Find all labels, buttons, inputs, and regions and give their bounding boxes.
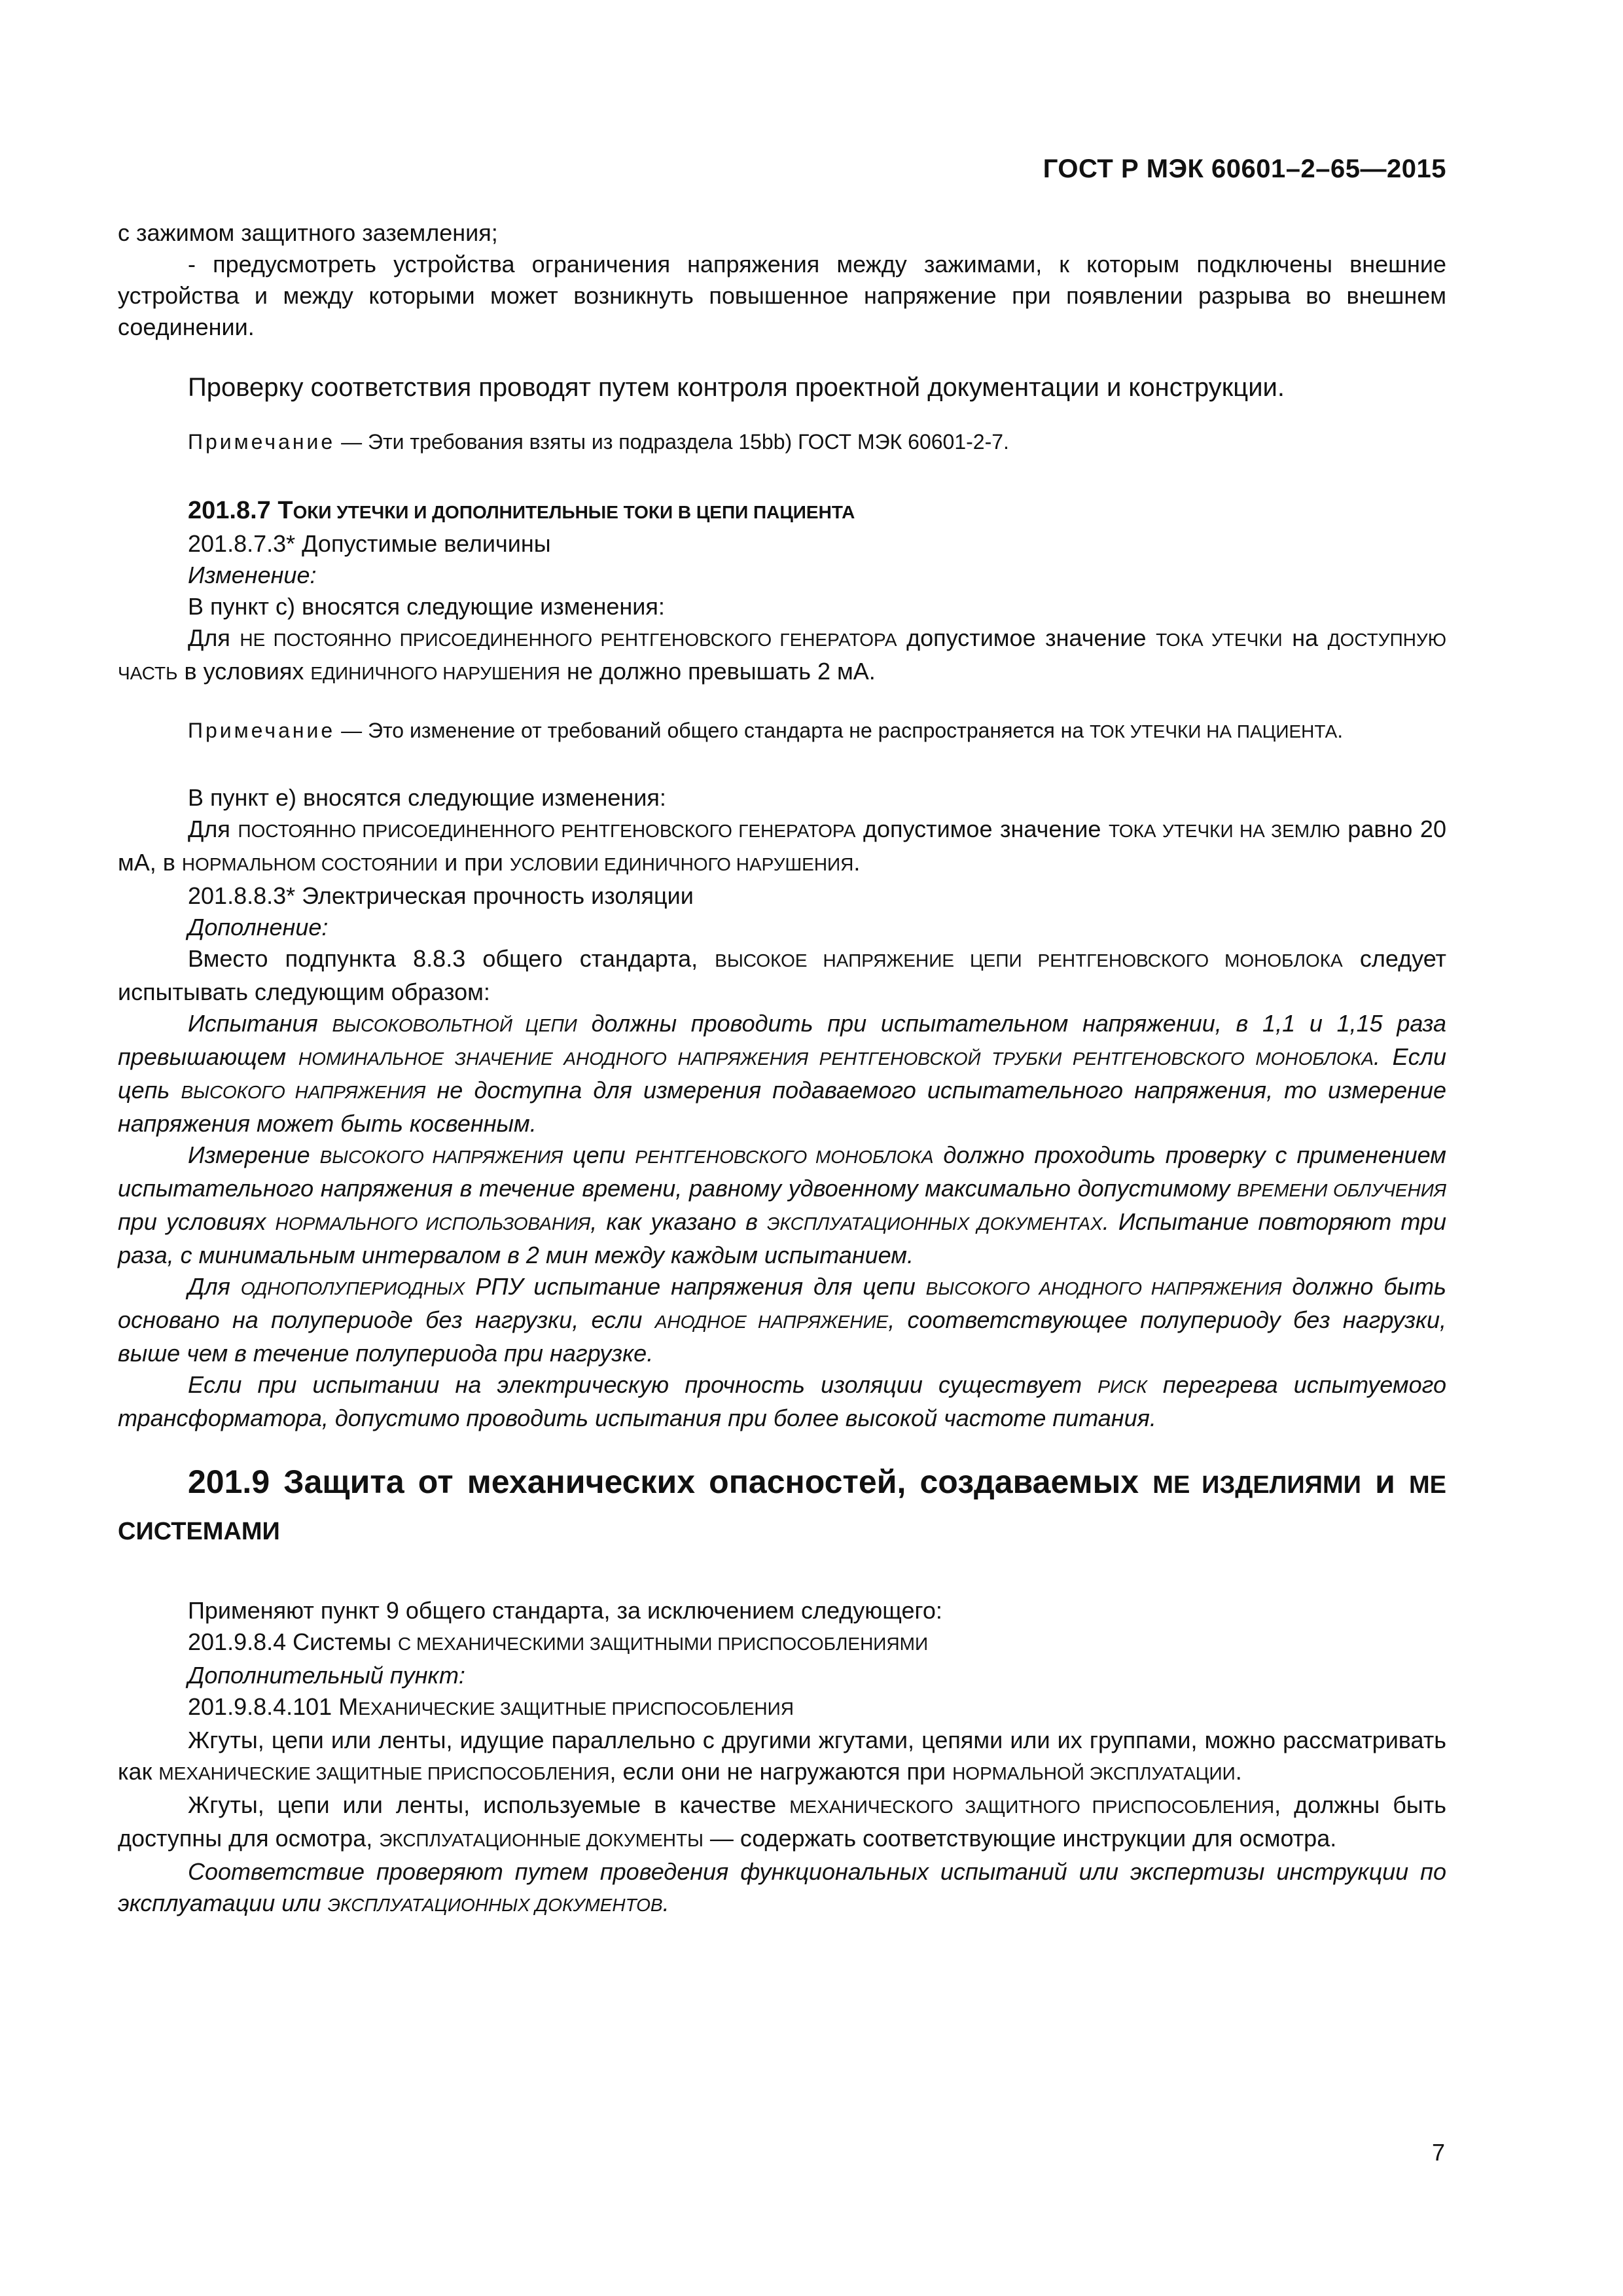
page-content [118, 217, 1446, 1921]
term: ВЫСОКОГО НАПРЯЖЕНИЯ [181, 1082, 426, 1102]
term: ВЫСОКОЕ НАПРЯЖЕНИЕ ЦЕПИ РЕНТГЕНОВСКОГО МОНОБЛОКА [715, 950, 1343, 971]
subsection-heading-201-8-8-3: 201.8.8.3* Электрическая прочность изоляции [188, 882, 694, 909]
term: АНОДНОЕ НАПРЯЖЕНИЕ [654, 1312, 889, 1332]
term: ТОКА УТЕЧКИ [1156, 630, 1283, 650]
item-c-intro: В пункт с) вносятся следующие изменения: [188, 593, 665, 620]
note-text: — Эти требования взяты из подраздела 15bb) ГОСТ МЭК 60601-2-7. [335, 430, 1009, 454]
term: ТОКА УТЕЧКИ НА ЗЕМЛЮ [1109, 821, 1340, 841]
standard-header: ГОСТ Р МЭК 60601–2–65—2015 [1043, 154, 1446, 183]
additional-item-label: Дополнительный пункт: [188, 1662, 465, 1689]
harness-paragraph-1: Жгуты, цепи или ленты, идущие параллельно с другими жгутами, цепями или их группами, можно рассматривать как МЕХАНИЧЕСКИЕ ЗАЩИТНЫЕ ПРИСПОСОБЛЕНИЯ, если они не нагружаются при НОРМАЛЬНОЙ ЭКСПЛУАТАЦИИ. [118, 1727, 1446, 1785]
term: МЕ СИСТЕМАМИ [118, 1471, 1446, 1545]
note-label: Примечание [188, 719, 336, 742]
apply-paragraph: Применяют пункт 9 общего стандарта, за исключением следующего: [188, 1597, 942, 1624]
term: НЕ ПОСТОЯННО ПРИСОЕДИНЕННОГО РЕНТГЕНОВСКОГО ГЕНЕРАТОРА [240, 630, 897, 650]
harness-paragraph-2: Жгуты, цепи или ленты, используемые в качестве МЕХАНИЧЕСКОГО ЗАЩИТНОГО ПРИСПОСОБЛЕНИЯ, должны быть доступны для осмотра, ЭКСПЛУАТАЦИОННЫЕ ДОКУМЕНТЫ — содержать соответствующие инструкции для осмотра. [118, 1791, 1447, 1852]
term: МЕХАНИЧЕСКОГО ЗАЩИТНОГО ПРИСПОСОБЛЕНИЯ [789, 1797, 1275, 1817]
term: ОДНОПОЛУПЕРИОДНЫХ [240, 1278, 465, 1299]
addition-label: Дополнение: [188, 914, 329, 941]
section-heading-201-9: 201.9 Защита от механических опасностей, создаваемых МЕ ИЗДЕЛИЯМИ и МЕ СИСТЕМАМИ [118, 1463, 1446, 1545]
term: НОРМАЛЬНОГО ИСПОЛЬЗОВАНИЯ [275, 1213, 591, 1234]
test-paragraph-2: Измерение ВЫСОКОГО НАПРЯЖЕНИЯ цепи РЕНТГЕНОВСКОГО МОНОБЛОКА должно проходить проверку с применением испытательного напряжения в течение времени, равному удвоенному максимально допустимому ВРЕМЕНИ ОБЛУЧЕНИЯ при условиях НОРМАЛЬНОГО ИСПОЛЬЗОВАНИЯ, как указано в ЭКСПЛУАТАЦИОННЫХ ДОКУМЕНТАХ. Испытание повторяют три раза, с минимальным интервалом в 2 мин между каждым испытанием. [118, 1141, 1446, 1268]
term: ВЫСОКОВОЛЬТНОЙ ЦЕПИ [332, 1015, 577, 1035]
term: ЭКСПЛУАТАЦИОННЫХ ДОКУМЕНТАХ [767, 1213, 1103, 1234]
term: ТОК УТЕЧКИ НА ПАЦИЕНТА [1090, 721, 1338, 742]
term: НОРМАЛЬНОЙ ЭКСПЛУАТАЦИИ [952, 1763, 1236, 1784]
term: РИСК [1097, 1376, 1147, 1397]
test-paragraph-4: Если при испытании на электрическую прочность изоляции существует РИСК перегрева испытуемого трансформатора, допустимо проводить испытания при более высокой частоте питания. [118, 1371, 1446, 1431]
term: МЕХАНИЧЕСКИЕ ЗАЩИТНЫЕ ПРИСПОСОБЛЕНИЯ [158, 1763, 610, 1784]
note-paragraph [118, 427, 1446, 457]
change-label: Изменение: [188, 562, 317, 588]
term: ВЫСОКОГО НАПРЯЖЕНИЯ [319, 1147, 563, 1167]
compliance-paragraph-final: Соответствие проверяют путем проведения функциональных испытаний или экспертизы инструкции по эксплуатации или ЭКСПЛУАТАЦИОННЫХ ДОКУМЕНТОВ. [118, 1858, 1446, 1916]
term: ЭКСПЛУАТАЦИОННЫЕ ДОКУМЕНТЫ [379, 1830, 704, 1850]
text-line-grounding: с зажимом защитного заземления; [118, 219, 498, 246]
term: ЕХАНИЧЕСКИЕ ЗАЩИТНЫЕ ПРИСПОСОБЛЕНИЯ [358, 1698, 794, 1719]
note-paragraph: Примечание — Это изменение от требований общего стандарта не распространяется на ТОК УТЕЧКИ НА ПАЦИЕНТА. [188, 719, 1344, 742]
test-paragraph-1: Испытания ВЫСОКОВОЛЬТНОЙ ЦЕПИ должны проводить при испытательном напряжении, в 1,1 и 1,15 раза превышающем НОМИНАЛЬНОЕ ЗНАЧЕНИЕ АНОДНОГО НАПРЯЖЕНИЯ РЕНТГЕНОВСКОЙ ТРУБКИ РЕНТГЕНОВСКОГО МОНОБЛОКА. Если цепь ВЫСОКОГО НАПРЯЖЕНИЯ не доступна для измерения подаваемого испытательного напряжения, то измерение напряжения может быть косвенным. [118, 1010, 1446, 1137]
term: НОРМАЛЬНОМ СОСТОЯНИИ [181, 854, 438, 874]
section-number: 201.8.7 [188, 497, 278, 524]
subsection-heading-201-9-8-4: 201.9.8.4 Системы С МЕХАНИЧЕСКИМИ ЗАЩИТНЫМИ ПРИСПОСОБЛЕНИЯМИ [188, 1628, 929, 1655]
section-title: ОКИ УТЕЧКИ И ДОПОЛНИТЕЛЬНЫЕ ТОКИ В ЦЕПИ ПАЦИЕНТА [293, 502, 855, 522]
page-number: 7 [1431, 2139, 1445, 2166]
term: ДОСТУПНУЮ ЧАСТЬ [118, 630, 1446, 683]
term: С МЕХАНИЧЕСКИМИ ЗАЩИТНЫМИ ПРИСПОСОБЛЕНИЯМИ [397, 1634, 929, 1654]
subsection-heading-201-9-8-4-101: 201.9.8.4.101 МЕХАНИЧЕСКИЕ ЗАЩИТНЫЕ ПРИСПОСОБЛЕНИЯ [188, 1693, 794, 1720]
section-title-initial: Т [277, 497, 293, 524]
term: ВЫСОКОГО АНОДНОГО НАПРЯЖЕНИЯ [925, 1278, 1282, 1299]
test-paragraph-3: Для ОДНОПОЛУПЕРИОДНЫХ РПУ испытание напряжения для цепи ВЫСОКОГО АНОДНОГО НАПРЯЖЕНИЯ должно быть основано на полупериоде без нагрузки, если АНОДНОЕ НАПРЯЖЕНИЕ, соответствующее полупериоду без нагрузки, выше чем в течение полупериода при нагрузке. [118, 1273, 1447, 1367]
item-c-paragraph: Для НЕ ПОСТОЯННО ПРИСОЕДИНЕННОГО РЕНТГЕНОВСКОГО ГЕНЕРАТОРА допустимое значение ТОКА УТЕЧКИ на ДОСТУПНУЮ ЧАСТЬ в условиях ЕДИНИЧНОГО НАРУШЕНИЯ не должно превышать 2 мА. [118, 624, 1446, 685]
term: ПОСТОЯННО ПРИСОЕДИНЕННОГО РЕНТГЕНОВСКОГО ГЕНЕРАТОРА [238, 821, 856, 841]
instead-paragraph: Вместо подпункта 8.8.3 общего стандарта, ВЫСОКОЕ НАПРЯЖЕНИЕ ЦЕПИ РЕНТГЕНОВСКОГО МОНОБЛОКА следует испытывать следующим образом: [118, 945, 1447, 1005]
term: НОМИНАЛЬНОЕ ЗНАЧЕНИЕ АНОДНОГО НАПРЯЖЕНИЯ РЕНТГЕНОВСКОЙ ТРУБКИ РЕНТГЕНОВСКОГО МОНОБЛОКА [298, 1049, 1374, 1069]
subsection-heading-201-8-7-3: 201.8.7.3* Допустимые величины [188, 530, 551, 557]
list-item-voltage-limiters: - предусмотреть устройства ограничения напряжения между зажимами, к которым подключены внешние устройства и между которыми может возникнуть повышенное напряжение при появлении разрыва во внешнем соединении. [118, 251, 1446, 340]
term: ВРЕМЕНИ ОБЛУЧЕНИЯ [1237, 1180, 1446, 1200]
term: МЕ ИЗДЕЛИЯМИ [1152, 1471, 1361, 1499]
term: РЕНТГЕНОВСКОГО МОНОБЛОКА [635, 1147, 934, 1167]
note-label: Примечание [188, 430, 336, 454]
item-e-intro: В пункт е) вносятся следующие изменения: [188, 784, 666, 811]
term: ЭКСПЛУАТАЦИОННЫХ ДОКУМЕНТОВ [327, 1895, 663, 1915]
term: ЕДИНИЧНОГО НАРУШЕНИЯ [310, 663, 560, 683]
term: УСЛОВИИ ЕДИНИЧНОГО НАРУШЕНИЯ [509, 854, 854, 874]
item-e-paragraph: Для ПОСТОЯННО ПРИСОЕДИНЕННОГО РЕНТГЕНОВСКОГО ГЕНЕРАТОРА допустимое значение ТОКА УТЕЧКИ НА ЗЕМЛЮ равно 20 мА, в НОРМАЛЬНОМ СОСТОЯНИИ и при УСЛОВИИ ЕДИНИЧНОГО НАРУШЕНИЯ. [118, 816, 1446, 876]
section-heading-201-8-7 [118, 495, 1446, 528]
compliance-check-paragraph: Проверку соответствия проводят путем контроля проектной документации и конструкции. [188, 373, 1285, 402]
